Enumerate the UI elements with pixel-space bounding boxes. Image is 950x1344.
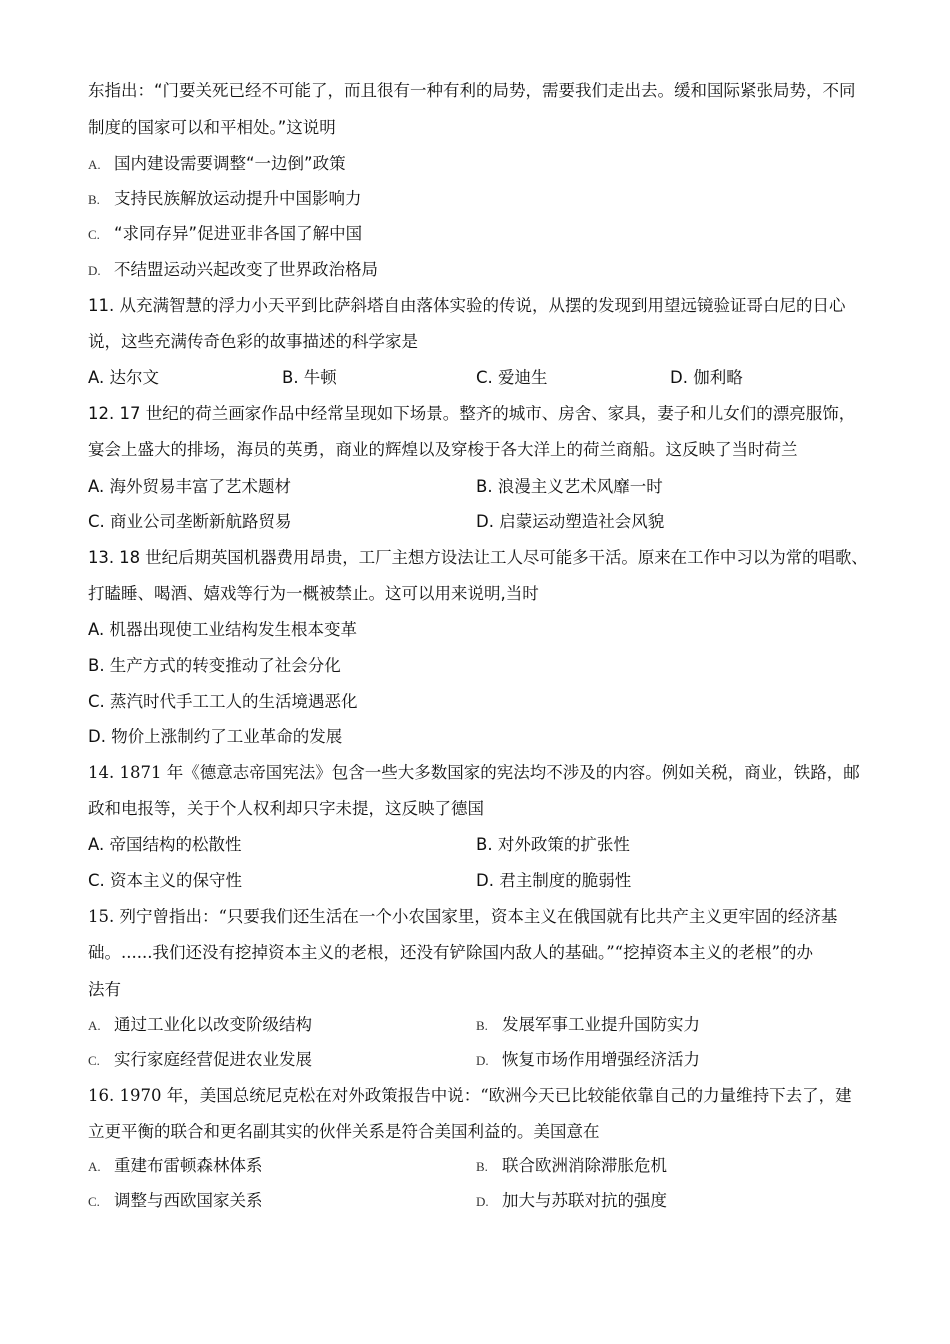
q11-option-d: D. 伽利略 (670, 368, 743, 387)
q14-option-a (88, 834, 242, 856)
option-letter: C. (88, 227, 100, 242)
q16-option-a (88, 1155, 263, 1178)
q10-stem-line-2: 制度的国家可以和平相处。”这说明 (88, 118, 336, 137)
q10-stem-line-1: 东指出：“门要关死已经不可能了，而且很有一种有利的局势，需要我们走出去。缓和国际紧张局势，不同 (88, 81, 856, 100)
option-text: 资本主义的保守性 (110, 871, 243, 890)
option-text: 重建布雷顿森林体系 (114, 1156, 263, 1175)
q11-option-c: C. 爱迪生 (476, 368, 548, 387)
q15-option-b (476, 1014, 700, 1037)
q16-stem-line-1: 16. 1970 年，美国总统尼克松在对外政策报告中说：“欧洲今天已比较能依靠自己的力量维持下去了，建 (88, 1086, 852, 1105)
q10-option-a (88, 153, 346, 176)
option-letter: D. (476, 1194, 489, 1209)
option-letter: D. (476, 871, 494, 890)
option-text: 帝国结构的松散性 (109, 835, 242, 854)
option-letter: B. (476, 1159, 488, 1174)
option-letter: B. (476, 1018, 488, 1033)
option-text: 调整与西欧国家关系 (114, 1191, 263, 1210)
q13-option-c: C. 蒸汽时代手工工人的生活境遇恶化 (88, 692, 358, 711)
q12-option-c: C. 商业公司垄断新航路贸易 (88, 512, 292, 531)
q13-option-d: D. 物价上涨制约了工业革命的发展 (88, 727, 343, 746)
q13-option-a: A. 机器出现使工业结构发生根本变革 (88, 620, 357, 639)
q12-stem-line-1: 12. 17 世纪的荷兰画家作品中经常呈现如下场景。整齐的城市、房舍、家具，妻子和儿女们的漂亮服饰， (88, 404, 856, 423)
option-letter: C. (88, 1053, 100, 1068)
q14-stem-line-1: 14. 1871 年《德意志帝国宪法》包含一些大多数国家的宪法均不涉及的内容。例如关税，商业，铁路，邮 (88, 763, 860, 782)
option-text: 联合欧洲消除滞胀危机 (502, 1156, 667, 1175)
q13-stem-line-1: 13. 18 世纪后期英国机器费用昂贵，工厂主想方设法让工人尽可能多干活。原来在工作中习以为常的唱歌、 (88, 548, 868, 567)
option-text: 加大与苏联对抗的强度 (502, 1191, 667, 1210)
option-letter: B. (88, 192, 100, 207)
q11-stem-line-1: 11. 从充满智慧的浮力小天平到比萨斜塔自由落体实验的传说，从摆的发现到用望远镜验证哥白尼的日心 (88, 296, 846, 315)
option-text: 对外政策的扩张性 (497, 835, 630, 854)
option-letter: D. (476, 1053, 489, 1068)
option-text: 君主制度的脆弱性 (499, 871, 632, 890)
q16-option-c (88, 1190, 263, 1213)
option-text: 恢复市场作用增强经济活力 (502, 1050, 700, 1069)
q16-stem-line-2: 立更平衡的联合和更名副其实的伙伴关系是符合美国利益的。美国意在 (88, 1122, 600, 1141)
q15-option-a (88, 1014, 312, 1037)
q16-option-d (476, 1190, 667, 1213)
q13-option-b: B. 生产方式的转变推动了社会分化 (88, 656, 341, 675)
q14-option-c (88, 870, 242, 892)
q10-option-c (88, 223, 362, 246)
option-letter: A. (88, 1018, 101, 1033)
q13-stem-line-2: 打瞌睡、喝酒、嬉戏等行为一概被禁止。这可以用来说明,当时 (88, 584, 539, 603)
q12-option-b: B. 浪漫主义艺术风靡一时 (476, 477, 663, 496)
q14-stem-line-2: 政和电报等，关于个人权利却只字未提，这反映了德国 (88, 799, 484, 818)
option-text: 不结盟运动兴起改变了世界政治格局 (114, 260, 378, 279)
q15-option-c (88, 1049, 312, 1072)
q12-stem-line-2: 宴会上盛大的排场，海员的英勇，商业的辉煌以及穿梭于各大洋上的荷兰商船。这反映了当时荷兰 (88, 440, 798, 459)
q14-option-b (476, 834, 630, 856)
option-letter: A. (88, 1159, 101, 1174)
option-letter: C. (88, 1194, 100, 1209)
option-text: “求同存异”促进亚非各国了解中国 (114, 224, 363, 243)
q10-option-d (88, 259, 378, 282)
q12-option-d: D. 启蒙运动塑造社会风貌 (476, 512, 665, 531)
q14-option-d (476, 870, 631, 892)
option-letter: C. (88, 871, 105, 890)
q10-option-b (88, 188, 362, 211)
q15-stem-line-3: 法有 (88, 980, 121, 999)
q12-option-a: A. 海外贸易丰富了艺术题材 (88, 477, 291, 496)
q15-stem-line-2: 础。......我们还没有挖掉资本主义的老根，还没有铲除国内敌人的基础。”“挖掉资本主义的老根”的办 (88, 943, 814, 962)
q11-option-b: B. 牛顿 (282, 368, 337, 387)
option-letter: A. (88, 157, 101, 172)
q11-option-a: A. 达尔文 (88, 368, 159, 387)
option-text: 实行家庭经营促进农业发展 (114, 1050, 312, 1069)
option-text: 通过工业化以改变阶级结构 (114, 1015, 312, 1034)
q15-stem-line-1: 15. 列宁曾指出：“只要我们还生活在一个小农国家里，资本主义在俄国就有比共产主义更牢固的经济基 (88, 907, 838, 926)
option-letter: B. (476, 835, 493, 854)
option-text: 支持民族解放运动提升中国影响力 (114, 189, 362, 208)
option-letter: A. (88, 835, 105, 854)
option-letter: D. (88, 263, 101, 278)
option-text: 发展军事工业提升国防实力 (502, 1015, 700, 1034)
option-text: 国内建设需要调整“一边倒”政策 (114, 154, 346, 173)
q15-option-d (476, 1049, 700, 1072)
q16-option-b (476, 1155, 667, 1178)
q11-stem-line-2: 说，这些充满传奇色彩的故事描述的科学家是 (88, 332, 418, 351)
